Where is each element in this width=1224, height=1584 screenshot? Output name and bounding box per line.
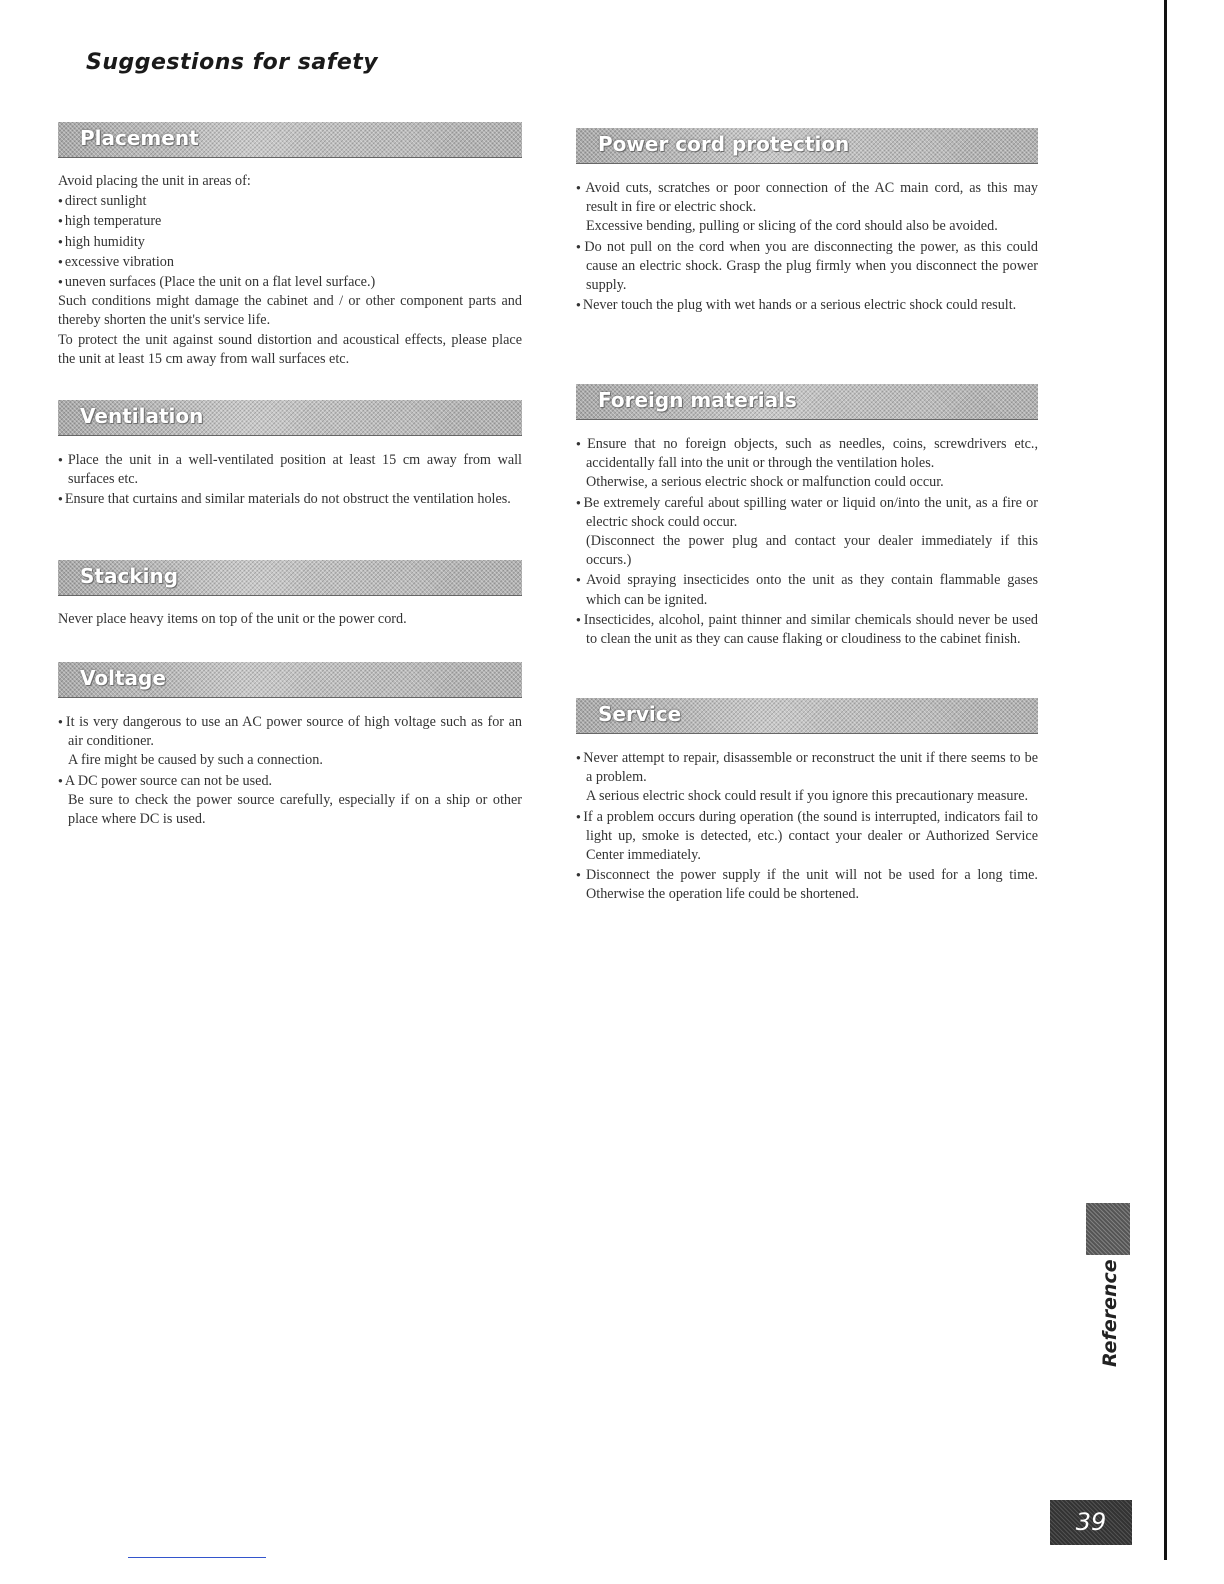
bullet-item: ● Ensure that curtains and similar materials do not obstruct the ventilation holes. <box>58 489 522 509</box>
bullet-item: ● Insecticides, alcohol, paint thinner and similar chemicals should never be used to clean the unit as they can cause flaking or cloudiness to the cabinet finish. <box>576 610 1038 649</box>
section-heading-bar <box>58 122 522 158</box>
paragraph: A serious electric shock could result if you ignore this precautionary measure. <box>586 788 1029 805</box>
section-body <box>58 610 522 629</box>
bullet-item: ● direct sunlight <box>58 191 522 211</box>
section-stacking <box>58 560 522 629</box>
section-heading: Power cord protection <box>598 132 850 156</box>
reference-tab-marker <box>1086 1203 1130 1255</box>
paragraph: Be sure to check the power source carefully, especially if on a ship or other place where DC is used. <box>68 791 522 828</box>
scan-line <box>128 1557 266 1558</box>
page-title: Suggestions for safety <box>86 50 379 75</box>
paragraph: Otherwise, a serious electric shock or malfunction could occur. <box>586 474 944 491</box>
paragraph: Never place heavy items on top of the unit or the power cord. <box>58 611 407 627</box>
section-body <box>576 178 1038 315</box>
side-tab-label: Reference <box>1099 1259 1121 1367</box>
section-heading-bar <box>58 400 522 436</box>
section-heading: Ventilation <box>80 404 204 428</box>
bullet-item: ● A DC power source can not be used. <box>58 771 522 791</box>
page-number: 39 <box>1050 1500 1132 1545</box>
bullet-item: ● Disconnect the power supply if the unit will not be used for a long time. Otherwise the operation life could be shortened. <box>576 865 1038 904</box>
section-body <box>58 712 522 829</box>
section-heading: Voltage <box>80 666 166 690</box>
section-heading-bar <box>576 384 1038 420</box>
section-ventilation <box>58 400 522 510</box>
section-foreign-materials <box>576 384 1038 649</box>
section-heading: Foreign materials <box>598 388 797 412</box>
paragraph: Such conditions might damage the cabinet and / or other component parts and thereby shorten the unit's service life. <box>58 293 522 329</box>
section-heading: Placement <box>80 126 199 150</box>
section-body <box>576 434 1038 649</box>
section-heading: Service <box>598 702 682 726</box>
section-body <box>576 748 1038 905</box>
section-heading: Stacking <box>80 564 179 588</box>
paragraph: Excessive bending, pulling or slicing of the cord should also be avoided. <box>586 218 998 235</box>
section-heading-bar <box>576 128 1038 164</box>
page-edge-rule <box>1164 0 1167 1560</box>
section-heading-bar <box>58 662 522 698</box>
paragraph: Avoid placing the unit in areas of: <box>58 173 251 189</box>
section-heading-bar <box>58 560 522 596</box>
bullet-item: ● If a problem occurs during operation (the sound is interrupted, indicators fail to light up, smoke is detected, etc.) contact your dealer or Authorized Service Center immediately. <box>576 807 1038 866</box>
bullet-item: ● Never attempt to repair, disassemble or reconstruct the unit if there seems to be a problem. <box>576 748 1038 787</box>
section-voltage <box>58 662 522 829</box>
bullet-item: ● It is very dangerous to use an AC power source of high voltage such as for an air conditioner. <box>58 712 522 751</box>
bullet-item: ● Never touch the plug with wet hands or a serious electric shock could result. <box>576 295 1038 315</box>
bullet-item: ● excessive vibration <box>58 252 522 272</box>
bullet-item: ● Avoid spraying insecticides onto the unit as they contain flammable gases which can be ignited. <box>576 570 1038 609</box>
bullet-item: ● Place the unit in a well-ventilated position at least 15 cm away from wall surfaces etc. <box>58 450 522 489</box>
bullet-item: ● Be extremely careful about spilling water or liquid on/into the unit, as a fire or electric shock could occur. <box>576 493 1038 532</box>
paragraph: (Disconnect the power plug and contact your dealer immediately if this occurs.) <box>586 533 1038 569</box>
paragraph: To protect the unit against sound distortion and acoustical effects, please place the unit at least 15 cm away from wall surfaces etc. <box>58 331 522 367</box>
bullet-item: ● high humidity <box>58 232 522 252</box>
section-power-cord-protection <box>576 128 1038 315</box>
section-body <box>58 172 522 369</box>
section-heading-bar <box>576 698 1038 734</box>
paragraph: A fire might be caused by such a connection. <box>68 752 323 769</box>
bullet-item: ● Do not pull on the cord when you are disconnecting the power, as this could cause an electric shock. Grasp the plug firmly when you disconnect the power supply. <box>576 237 1038 296</box>
section-placement <box>58 122 522 369</box>
section-service <box>576 698 1038 905</box>
section-body <box>58 450 522 510</box>
bullet-item: ● Avoid cuts, scratches or poor connection of the AC main cord, as this may result in fire or electric shock. <box>576 178 1038 217</box>
bullet-item: ● Ensure that no foreign objects, such as needles, coins, screwdrivers etc., accidentally fall into the unit or through the ventilation holes. <box>576 434 1038 473</box>
bullet-item: ● uneven surfaces (Place the unit on a flat level surface.) <box>58 272 522 292</box>
bullet-item: ● high temperature <box>58 211 522 231</box>
